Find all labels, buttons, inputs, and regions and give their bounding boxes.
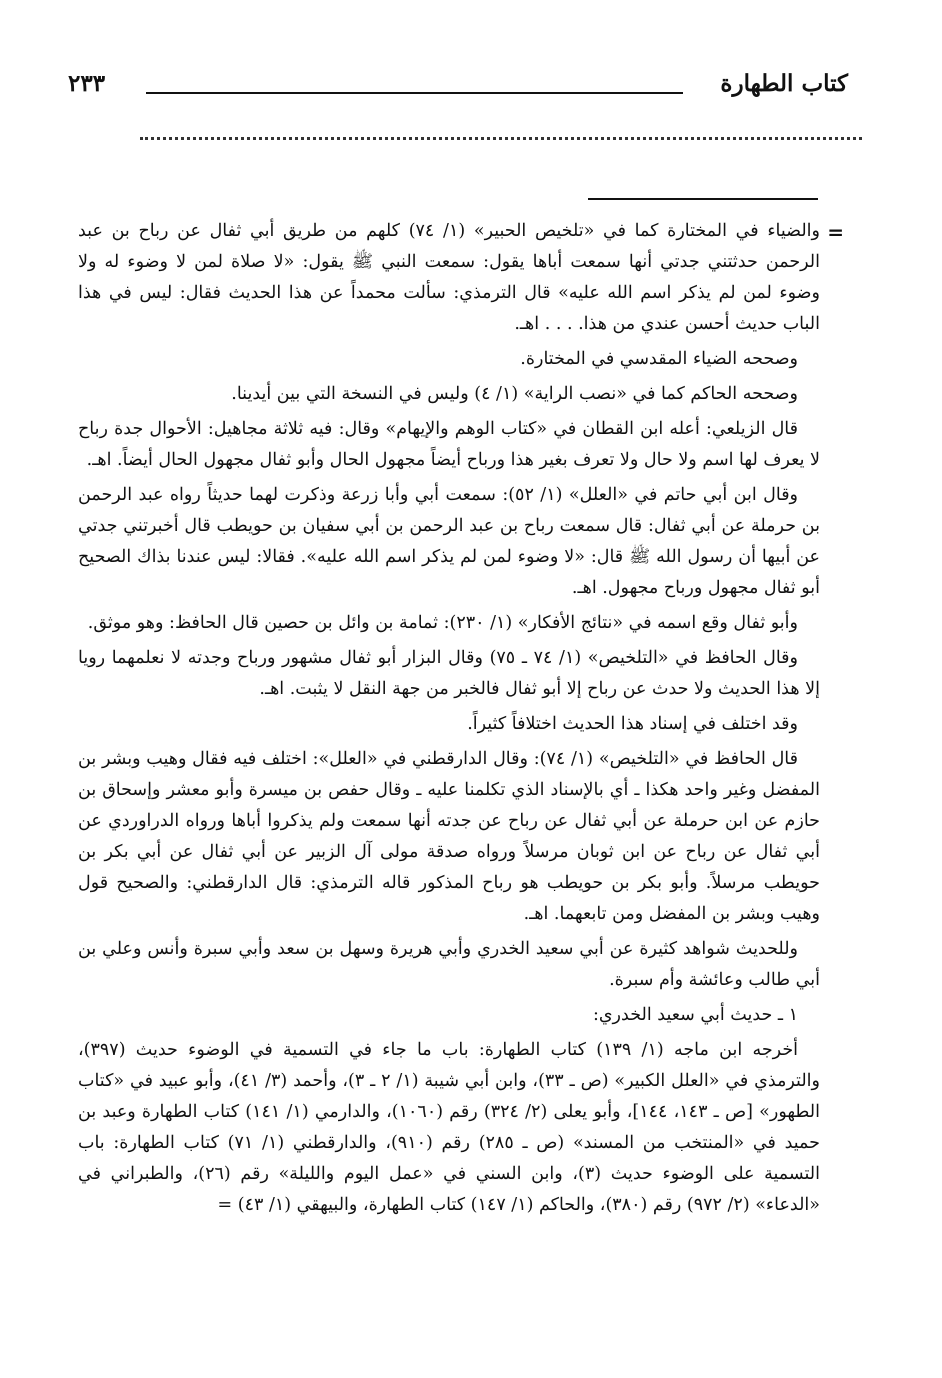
footnote-text bbox=[78, 216, 820, 1346]
dotted-separator bbox=[140, 137, 862, 140]
footnote-rule bbox=[588, 198, 818, 200]
paragraph: أخرجه ابن ماجه (١/ ١٣٩) كتاب الطهارة: باب ما جاء في التسمية في الوضوء حديث (٣٩٧)، والترمذي في «العلل الكبير» (ص ـ ٣٣)، وابن أبي شيبة (١/ ٢ ـ ٣)، وأحمد (٣/ ٤١)، وأبو عبيد في «كتاب الطهور» [ص ـ ١٤٣، ١٤٤]، وأبو يعلى (٢/ ٣٢٤) رقم (١٠٦٠)، والدارمي (١/ ١٤١) كتاب الطهارة وعبد بن حميد في «المنتخب من المسند» (ص ـ ٢٨٥) رقم (٩١٠)، والدارقطني (١/ ٧١) كتاب الطهارة: باب التسمية على الوضوء حديث (٣)، وابن السني في «عمل اليوم والليلة» رقم (٢٦)، والطبراني في «الدعاء» (٢/ ٩٧٢) رقم (٣٨٠)، والحاكم (١/ ١٤٧) كتاب الطهارة، والبيهقي (١/ ٤٣) = bbox=[78, 1040, 820, 1215]
header-rule bbox=[146, 92, 683, 94]
book-title: كتاب الطهارة bbox=[720, 70, 848, 97]
paragraph: وأبو ثفال وقع اسمه في «نتائج الأفكار» (١/ ٢٣٠): ثمامة بن وائل بن حصين قال الحافظ: وهو موثق. bbox=[87, 613, 798, 633]
paragraph: والضياء في المختارة كما في «تلخيص الحبير» (١/ ٧٤) كلهم من طريق أبي ثفال عن رباح بن عبد الرحمن حدثتني جدتي أنها سمعت أباها يقول: سمعت النبي ﷺ يقول: «لا صلاة لمن لا وضوء له ولا وضوء لمن لم يذكر اسم الله عليه» قال الترمذي: سألت محمداً عن هذا الحديث فقال: ليس في هذا الباب حديث أحسن عندي من هذا. . . . اهـ. bbox=[78, 221, 820, 334]
paragraph: وقال الحافظ في «التلخيص» (١/ ٧٤ ـ ٧٥) وقال البزار أبو ثفال مشهور ورباح وجدته لا نعلمهما رويا إلا هذا الحديث ولا حدث عن رباح إلا أبو ثفال فالخبر من جهة النقل لا يثبت. اهـ. bbox=[78, 648, 820, 699]
paragraph: وقال ابن أبي حاتم في «العلل» (١/ ٥٢): سمعت أبي وأبا زرعة وذكرت لهما حديثاً رواه عبد الرحمن بن حرملة عن أبي ثفال: قال سمعت رباح بن عبد الرحمن بن أبي سفيان بن حويطب قال أخبرتني جدتي عن أبيها أن رسول الله ﷺ قال: «لا وضوء لمن لم يذكر اسم الله عليه». فقالا: ليس عندنا بذاك الصحيح أبو ثفال مجهول ورباح مجهول. اهـ. bbox=[78, 485, 820, 598]
continuation-mark: = bbox=[827, 220, 844, 244]
paragraph: وصححه الضياء المقدسي في المختارة. bbox=[520, 349, 798, 369]
section-heading: ١ ـ حديث أبي سعيد الخدري: bbox=[592, 1005, 798, 1025]
paragraph: قال الحافظ في «التلخيص» (١/ ٧٤): وقال الدارقطني في «العلل»: اختلف فيه فقال وهيب وبشر بن المفضل وغير واحد هكذا ـ أي بالإسناد الذي تكلمنا عليه ـ وقال حفص بن ميسرة وأبو معشر وإسحاق بن حازم عن ابن حرملة عن أبي ثفال عن رباح عن جدته أنها سمعت ولم يذكروا أباها ورواه الدراوردي عن أبي ثفال عن رباح عن ابن ثوبان مرسلاً ورواه صدقة مولى آل الزبير عن أبي ثفال عن أبي بكر بن حويطب مرسلاً. وأبو بكر بن حويطب هو رباح المذكور قاله الترمذي: قال الدارقطني: والصحيح قول وهيب وبشر بن المفضل ومن تابعهما. اهـ. bbox=[78, 749, 820, 924]
paragraph: قال الزيلعي: أعله ابن القطان في «كتاب الوهم والإيهام» وقال: فيه ثلاثة مجاهيل: الأحوال جدة رباح لا يعرف لها اسم ولا حال ولا تعرف بغير هذا ورباح أيضاً مجهول الحال وأبو ثفال مجهول الحال أيضاً. اهـ. bbox=[78, 419, 820, 470]
paragraph: وقد اختلف في إسناد هذا الحديث اختلافاً كثيراً. bbox=[467, 714, 798, 734]
paragraph: وللحديث شواهد كثيرة عن أبي سعيد الخدري وأبي هريرة وسهل بن سعد وأبي سبرة وأنس وعلي بن أبي طالب وعائشة وأم سبرة. bbox=[78, 939, 820, 990]
page-number: ٢٣٣ bbox=[68, 70, 106, 97]
paragraph: وصححه الحاكم كما في «نصب الراية» (١/ ٤) وليس في النسخة التي بين أيدينا. bbox=[231, 384, 798, 404]
running-head bbox=[68, 70, 848, 110]
